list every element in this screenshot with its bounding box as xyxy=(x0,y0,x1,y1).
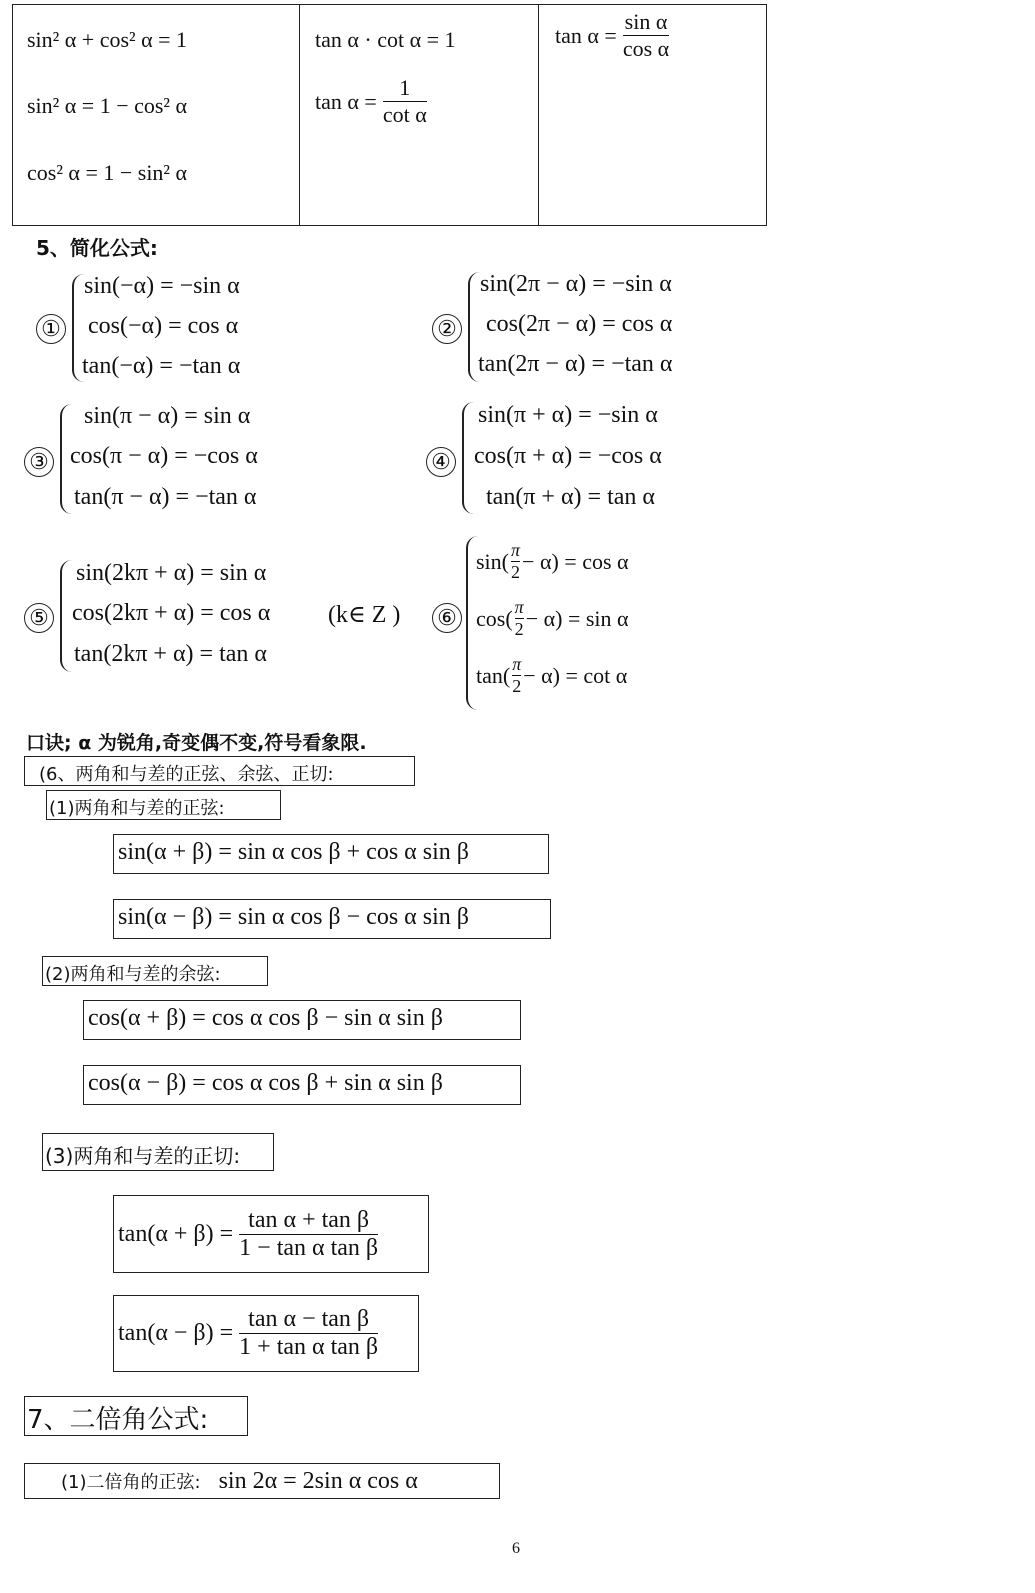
tan-sum-formula: tan(α + β) = $\frac{\text{tan α + tan β}}{\text{1 − tan α tan β}}$ xyxy=(113,1195,429,1273)
identity-tan-cot-product: tan α · cot α = 1 xyxy=(315,27,456,52)
group-3-line-3: tan(π − α) = −tan α xyxy=(74,484,257,510)
fraction: $\frac{\text{tan α + tan β}}{\text{1 − tan α tan β}}$ xyxy=(239,1206,379,1261)
group-3-line-1: sin(π − α) = sin α xyxy=(84,403,251,429)
cos-sum-formula: cos(α + β) = cos α cos β − sin α sin β xyxy=(83,1000,521,1040)
group-4-marker: ④ xyxy=(426,447,456,477)
group-2-line-3: tan(2π − α) = −tan α xyxy=(478,351,673,377)
subsection-1-title: (1)两角和与差的正弦: xyxy=(46,790,281,820)
group-3-marker: ③ xyxy=(24,447,54,477)
group-6-line-2: cos( $\frac{\pi}{2}$ − α) = sin α xyxy=(476,597,629,639)
identity-tan-quotient: tan α = $\frac{\text{sin α}}{\text{cos α}}$ xyxy=(555,9,670,61)
sin-sum-formula: sin(α + β) = sin α cos β + cos α sin β xyxy=(113,834,549,874)
group-5-line-1: sin(2kπ + α) = sin α xyxy=(76,560,267,586)
group-1-marker: ① xyxy=(36,314,66,344)
group-1-line-2: cos(−α) = cos α xyxy=(88,313,239,339)
group-2-line-2: cos(2π − α) = cos α xyxy=(486,311,673,337)
double-angle-sine-label: (1)二倍角的正弦: xyxy=(61,1472,201,1493)
section-5-title: 5、简化公式: xyxy=(36,236,158,260)
group-5-brace xyxy=(60,560,72,672)
table-divider xyxy=(299,5,300,225)
cos-diff-formula: cos(α − β) = cos α cos β + sin α sin β xyxy=(83,1065,521,1105)
tan-diff-formula: tan(α − β) = $\frac{\text{tan α − tan β}}{\text{1 + tan α tan β}}$ xyxy=(113,1295,419,1372)
group-2-marker: ② xyxy=(432,314,462,344)
mnemonic: 口诀; α 为锐角,奇变偶不变,符号看象限. xyxy=(26,732,367,754)
subsection-2-title: (2)两角和与差的余弦: xyxy=(42,956,268,986)
group-2-line-1: sin(2π − α) = −sin α xyxy=(480,271,672,297)
identity-tan-reciprocal: tan α = $\frac{1}{\text{cot α}}$ xyxy=(315,75,427,127)
group-5-marker: ⑤ xyxy=(24,603,54,633)
table-divider xyxy=(538,5,539,225)
section-7-title: 7、二倍角公式: xyxy=(24,1396,248,1436)
fraction: $\frac{\text{sin α}}{\text{cos α}}$ xyxy=(622,9,670,61)
subsection-3-title: (3)两角和与差的正切: xyxy=(42,1133,274,1171)
sin-diff-formula: sin(α − β) = sin α cos β − cos α sin β xyxy=(113,899,551,939)
identity-table xyxy=(12,4,767,226)
group-5-condition: (k∈ Z ) xyxy=(328,602,401,628)
group-4-line-2: cos(π + α) = −cos α xyxy=(474,443,662,469)
pi-over-two: $\frac{\pi}{2}$ xyxy=(511,540,521,582)
group-3-line-2: cos(π − α) = −cos α xyxy=(70,443,258,469)
identity-cos-squared: cos² α = 1 − sin² α xyxy=(27,160,188,185)
group-5-line-2: cos(2kπ + α) = cos α xyxy=(72,600,271,626)
pi-over-two: $\frac{\pi}{2}$ xyxy=(514,597,524,639)
fraction: $\frac{\text{tan α − tan β}}{\text{1 + tan α tan β}}$ xyxy=(239,1306,379,1360)
group-6-line-3: tan( $\frac{\pi}{2}$ − α) = cot α xyxy=(476,654,628,696)
section-6-title: (6、两角和与差的正弦、余弦、正切: xyxy=(24,756,415,786)
group-5-line-3: tan(2kπ + α) = tan α xyxy=(74,641,267,667)
group-6-marker: ⑥ xyxy=(432,603,462,633)
identity-pythagorean: sin² α + cos² α = 1 xyxy=(27,27,188,52)
pi-over-two: $\frac{\pi}{2}$ xyxy=(512,654,522,696)
fraction: $\frac{1}{\text{cot α}}$ xyxy=(382,75,427,127)
group-4-line-1: sin(π + α) = −sin α xyxy=(478,402,658,428)
group-4-brace xyxy=(462,402,474,514)
double-angle-sine-box xyxy=(24,1463,500,1499)
identity-sin-squared: sin² α = 1 − cos² α xyxy=(27,93,188,118)
page-number: 6 xyxy=(512,1540,520,1557)
group-4-line-3: tan(π + α) = tan α xyxy=(486,484,655,510)
double-angle-sine-formula: sin 2α = 2sin α cos α xyxy=(218,1467,418,1494)
group-6-line-1: sin( $\frac{\pi}{2}$ − α) = cos α xyxy=(476,540,629,582)
group-1-line-3: tan(−α) = −tan α xyxy=(82,353,241,379)
group-1-line-1: sin(−α) = −sin α xyxy=(84,273,240,299)
